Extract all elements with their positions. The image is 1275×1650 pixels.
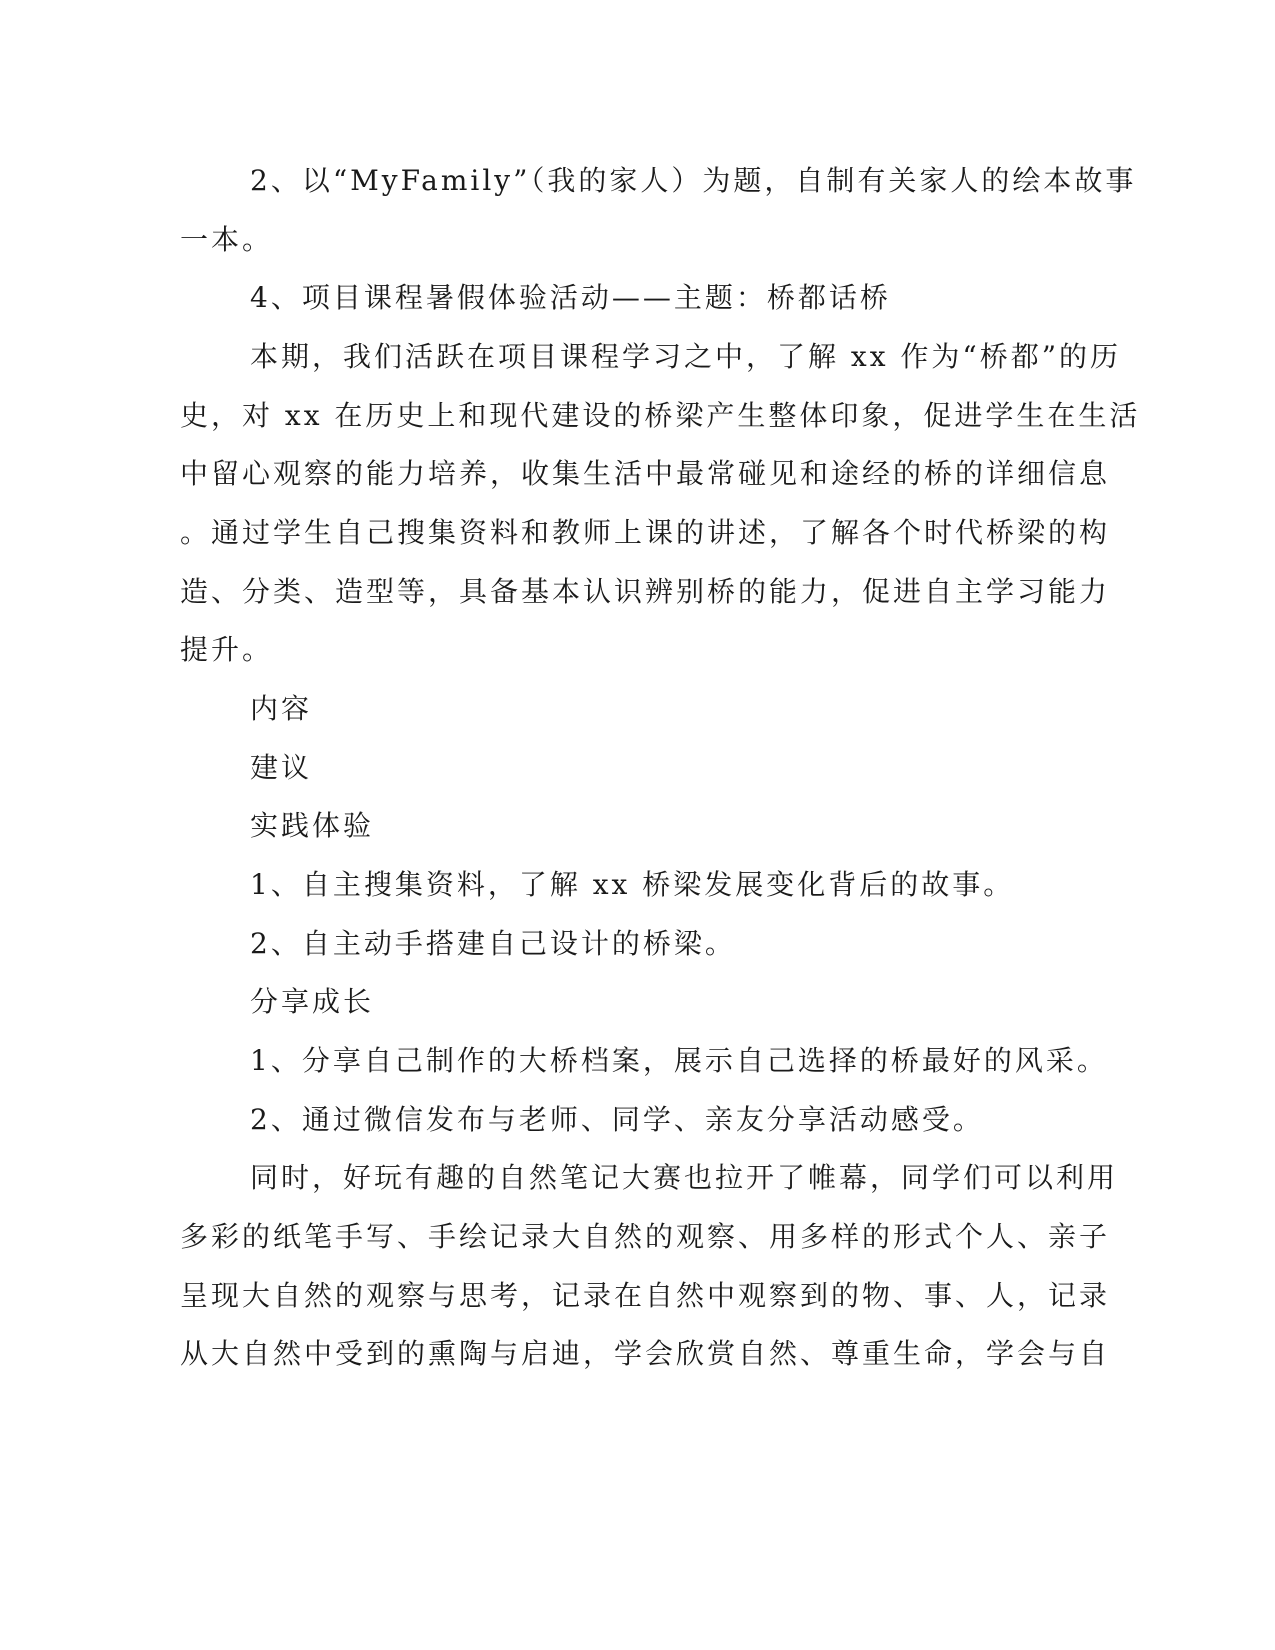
paragraph-line: 多彩的纸笔手写、手绘记录大自然的观察、用多样的形式个人、亲子: [180, 1220, 1111, 1253]
list-item: 2、通过微信发布与老师、同学、亲友分享活动感受。: [250, 1103, 984, 1136]
paragraph-line: 史，对 xx 在历史上和现代建设的桥梁产生整体印象，促进学生在生活: [180, 399, 1141, 432]
subheading-line: 实践体验: [250, 809, 375, 842]
list-item: 1、自主搜集资料，了解 xx 桥梁发展变化背后的故事。: [250, 868, 1015, 901]
paragraph-line: 2、以“MyFamily”（我的家人）为题，自制有关家人的绘本故事: [250, 164, 1137, 197]
list-item: 2、自主动手搭建自己设计的桥梁。: [250, 927, 736, 960]
label-line: 建议: [250, 751, 313, 784]
section-heading: 4、项目课程暑假体验活动——主题：桥都话桥: [250, 281, 891, 314]
paragraph-line: 中留心观察的能力培养，收集生活中最常碰见和途经的桥的详细信息: [180, 457, 1111, 490]
paragraph-line: 造、分类、造型等，具备基本认识辨别桥的能力，促进自主学习能力: [180, 575, 1111, 608]
label-line: 内容: [250, 692, 313, 725]
paragraph-line: 本期，我们活跃在项目课程学习之中，了解 xx 作为“桥都”的历: [250, 340, 1122, 373]
subheading-line: 分享成长: [250, 985, 375, 1018]
paragraph-line: 提升。: [180, 633, 274, 666]
paragraph-line: 从大自然中受到的熏陶与启迪，学会欣赏自然、尊重生命，学会与自: [180, 1337, 1111, 1370]
list-item: 1、分享自己制作的大桥档案，展示自己选择的桥最好的风采。: [250, 1044, 1108, 1077]
paragraph-line: 同时，好玩有趣的自然笔记大赛也拉开了帷幕，同学们可以利用: [250, 1161, 1119, 1194]
paragraph-line: 一本。: [180, 223, 274, 256]
paragraph-line: 。通过学生自己搜集资料和教师上课的讲述，了解各个时代桥梁的构: [180, 516, 1111, 549]
paragraph-line: 呈现大自然的观察与思考，记录在自然中观察到的物、事、人，记录: [180, 1279, 1111, 1312]
